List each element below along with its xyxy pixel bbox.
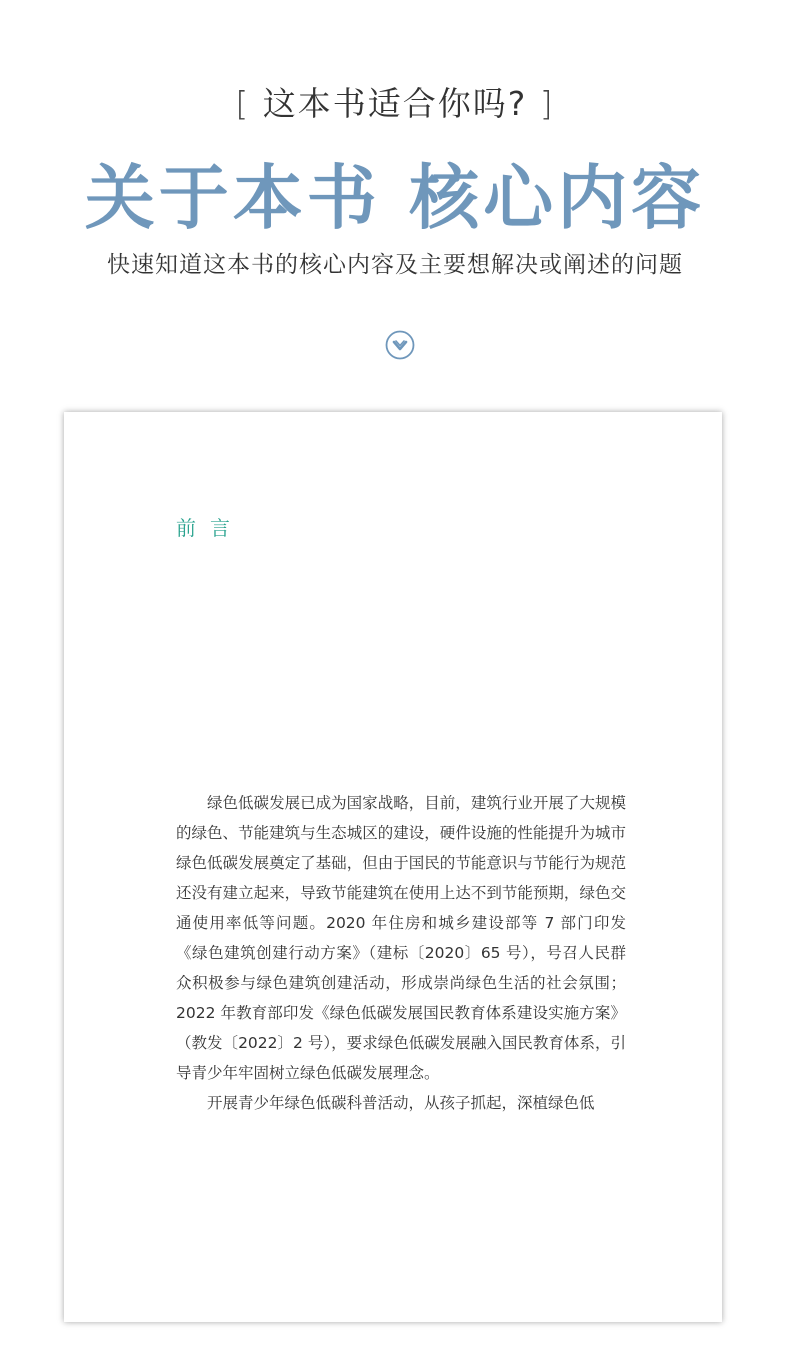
section-heading: 前言	[176, 516, 244, 540]
subtitle: 快速知道这本书的核心内容及主要想解决或阐述的问题	[107, 252, 683, 278]
body-text	[176, 788, 626, 1118]
bracket-close: ]	[539, 84, 555, 123]
book-page-preview	[64, 412, 722, 1322]
question-text: 这本书适合你吗?	[262, 84, 528, 123]
bracket-open: [	[235, 84, 251, 123]
paragraph: 绿色低碳发展已成为国家战略，目前，建筑行业开展了大规模的绿色、节能建筑与生态城区的建设，硬件设施的性能提升为城市绿色低碳发展奠定了基础，但由于国民的节能意识与节能行为规范还没有建立起来，导致节能建筑在使用上达不到节能预期，绿色交通使用率低等问题。2020 年住房和城乡建设部等 7 部门印发《绿色建筑创建行动方案》（建标〔2020〕65 号），号召人民群众积极参与绿色建筑创建活动，形成崇尚绿色生活的社会氛围；2022 年教育部印发《绿色低碳发展国民教育体系建设实施方案》（教发〔2022〕2 号），要求绿色低碳发展融入国民教育体系，引导青少年牢固树立绿色低碳发展理念。	[176, 794, 626, 1082]
main-title: 关于本书 核心内容	[84, 156, 706, 239]
chevron-down-circle-icon[interactable]	[385, 330, 415, 360]
header-question	[0, 78, 790, 125]
paragraph: 开展青少年绿色低碳科普活动，从孩子抓起，深植绿色低	[207, 1094, 595, 1112]
